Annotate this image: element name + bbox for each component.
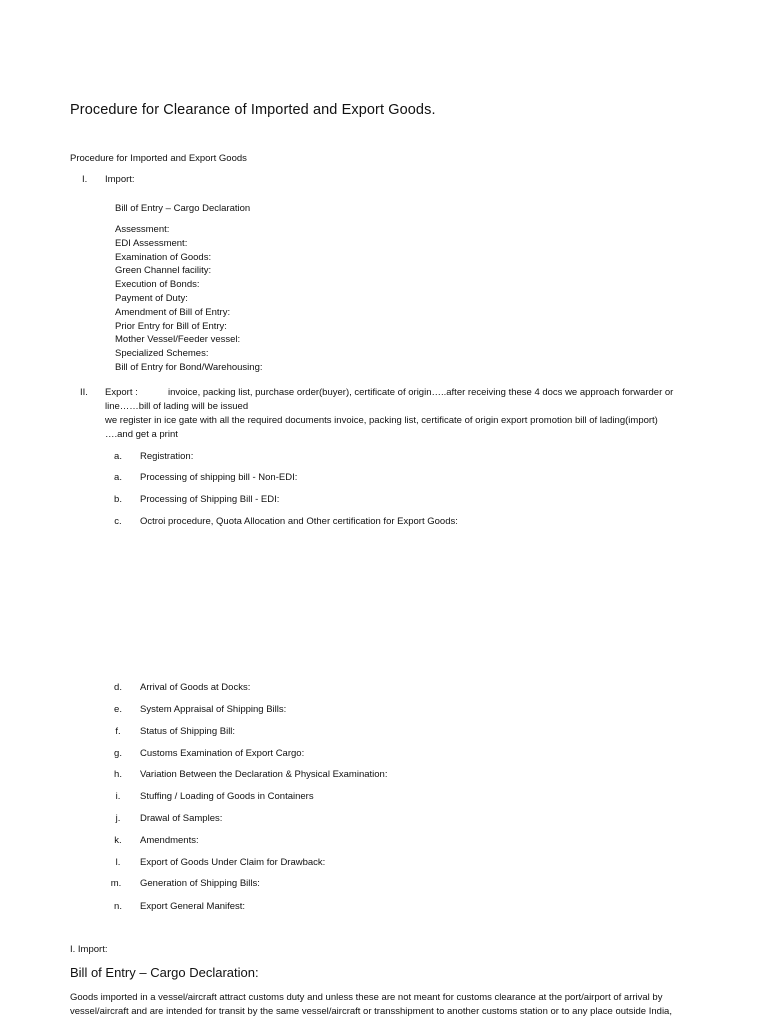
list-item: Payment of Duty: [115, 292, 188, 304]
list-item: Execution of Bonds: [115, 279, 200, 291]
list-item: Amendments: [140, 835, 199, 846]
export-label: Export : [105, 387, 138, 398]
list-item: Octroi procedure, Quota Allocation and Other certification for Export Goods: [140, 516, 458, 527]
list-item: Examination of Goods: [115, 251, 212, 263]
section-label: I. Import: [70, 944, 108, 955]
list-marker: g. [114, 748, 122, 759]
list-item: Stuffing / Loading of Goods in Containers [140, 791, 314, 802]
list-marker: e. [114, 704, 122, 715]
import-numeral: I. [82, 174, 88, 185]
list-marker: k. [114, 835, 122, 846]
list-item: Export General Manifest: [140, 901, 246, 912]
export-line-3: we register in ice gate with all the required documents invoice, packing list, certificate of origin export promotion bill of lading(import) [105, 415, 658, 426]
list-item: Status of Shipping Bill: [140, 726, 236, 737]
list-item: Assessment: [115, 224, 170, 235]
export-line-4: ….and get a print [105, 429, 178, 440]
import-item-list [115, 223, 263, 375]
document-subtitle: Procedure for Imported and Export Goods [70, 153, 247, 164]
list-item: Processing of Shipping Bill - EDI: [140, 494, 280, 505]
list-item: Export of Goods Under Claim for Drawback: [140, 857, 326, 868]
list-item: Drawal of Samples: [140, 813, 223, 824]
list-marker: n. [114, 901, 122, 912]
list-item: Amendment of Bill of Entry: [115, 306, 231, 318]
import-heading: Bill of Entry – Cargo Declaration [115, 203, 251, 214]
list-marker: j. [115, 813, 121, 824]
list-item: Prior Entry for Bill of Entry: [115, 320, 227, 332]
list-item: Processing of shipping bill - Non-EDI: [140, 472, 298, 483]
list-item: System Appraisal of Shipping Bills: [140, 704, 287, 715]
list-item: EDI Assessment: [115, 237, 188, 249]
list-marker: m. [110, 878, 122, 889]
list-item: Mother Vessel/Feeder vessel: [115, 334, 241, 346]
list-marker: l. [115, 857, 121, 868]
list-item: Generation of Shipping Bills: [140, 878, 260, 889]
list-item: Arrival of Goods at Docks: [140, 682, 251, 693]
list-item: Variation Between the Declaration & Physical Examination: [140, 769, 388, 780]
export-line-1: invoice, packing list, purchase order(buyer), certificate of origin…..after receiving these 4 docs we approach forwarder or [168, 387, 674, 398]
list-item: Registration: [140, 451, 194, 462]
list-marker: a. [114, 472, 122, 483]
list-marker: c. [114, 516, 122, 527]
list-marker: h. [114, 769, 122, 780]
list-marker: i. [115, 791, 121, 802]
list-item: Customs Examination of Export Cargo: [140, 748, 305, 759]
export-line-2: line……bill of lading will be issued [105, 401, 249, 412]
section-paragraph: Goods imported in a vessel/aircraft attract customs duty and unless these are not meant for customs clearance at the port/airport of arrival by vessel/aircraft and are intended for transit by the same vessel/aircraft or transshipment to another customs station or to any place outside India, [70, 992, 672, 1017]
list-marker: a. [114, 451, 122, 462]
list-item: Specialized Schemes: [115, 348, 209, 360]
list-item: Bill of Entry for Bond/Warehousing: [115, 361, 263, 373]
import-label: Import: [105, 174, 135, 185]
document-title: Procedure for Clearance of Imported and Export Goods. [70, 102, 436, 118]
list-marker: b. [114, 494, 122, 505]
list-item: Green Channel facility: [115, 265, 212, 277]
list-marker: f. [115, 726, 121, 737]
export-numeral: II. [80, 387, 88, 398]
list-marker: d. [114, 682, 122, 693]
section-heading: Bill of Entry – Cargo Declaration: [70, 965, 259, 980]
